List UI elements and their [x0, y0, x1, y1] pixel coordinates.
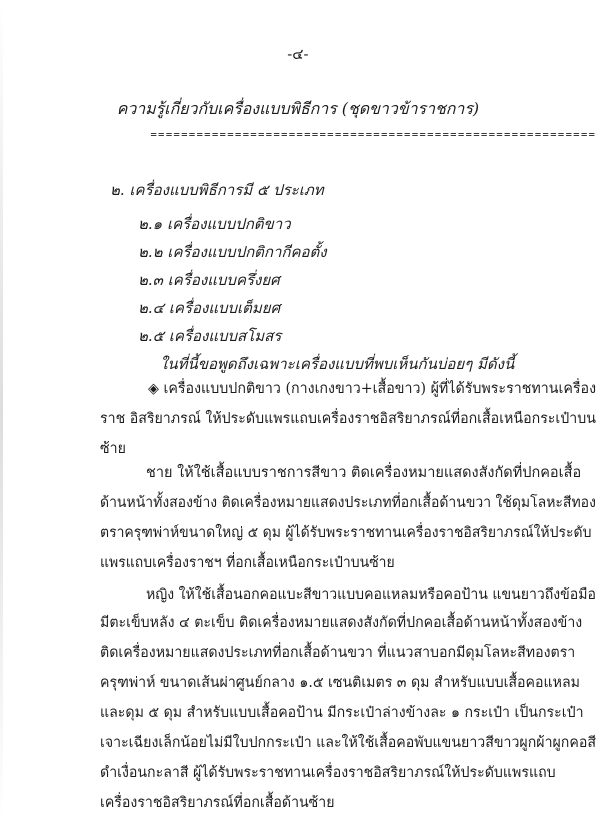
male-line: ด้านหน้าทั้งสองข้าง ติดเครื่องหมายแสดงประเภทที่อกเสื้อด้านขวา ใช้ดุมโลหะสีทอง [100, 495, 596, 511]
scan-edge [0, 0, 3, 825]
female-line: เครื่องราชอิสริยาภรณ์ที่อกเสื้อด้านซ้าย [100, 795, 335, 811]
page-title: ความรู้เกี่ยวกับเครื่องแบบพิธีการ (ชุดขาวข้าราชการ) [116, 99, 480, 118]
section-heading: ๒. เครื่องแบบพิธีการมี ๕ ประเภท [110, 181, 324, 199]
male-line: แพรแถบเครื่องราชฯ ที่อกเสื้อเหนือกระเป๋าบนซ้าย [100, 555, 395, 571]
list-item: ๒.๓ เครื่องแบบครึ่งยศ [138, 271, 280, 289]
list-item: ๒.๑ เครื่องแบบปกติขาว [138, 215, 291, 233]
intro-note: ในที่นี้ขอพูดถึงเฉพาะเครื่องแบบที่พบเห็นกันบ่อยๆ มีดังนี้ [160, 355, 515, 373]
female-line: ครุฑพ่าห์ ขนาดเส้นผ่าศูนย์กลาง ๑.๕ เซนติเมตร ๓ ดุม สำหรับแบบเสื้อคอแหลม [100, 675, 580, 691]
female-line: เจาะเฉียงเล็กน้อยไม่มีใบปกกระเป๋า และให้ใช้เสื้อคอพับแขนยาวสีขาวผูกผ้าผูกคอสี [100, 735, 596, 751]
title-underline: ========================================================== [150, 128, 596, 141]
female-line: หญิง ให้ใช้เสื้อนอกคอแบะสีขาวแบบคอแหลมหรือคอป้าน แขนยาวถึงข้อมือ [146, 587, 596, 603]
male-line: ตราครุฑพ่าห์ขนาดใหญ่ ๕ ดุม ผู้ได้รับพระราชทานเครื่องราชอิสริยาภรณ์ให้ประดับ [100, 525, 592, 541]
intro-paragraph-cont [100, 404, 596, 464]
female-line: มีตะเข็บหลัง ๔ ตะเข็บ ติดเครื่องหมายแสดงสังกัดที่ปกคอเสื้อด้านหน้าทั้งสองข้าง [100, 615, 583, 631]
intro-line: ◈ เครื่องแบบปกติขาว (กางเกงขาว+เสื้อขาว) ผู้ที่ได้รับพระราชทานเครื่อง [148, 381, 597, 397]
list-item: ๒.๒ เครื่องแบบปกติกากีคอตั้ง [138, 243, 327, 261]
page-number: -๔- [287, 45, 309, 63]
diamond-bullet-icon: ◈ [148, 381, 159, 397]
male-paragraph-cont [100, 488, 596, 578]
list-item: ๒.๔ เครื่องแบบเต็มยศ [138, 299, 281, 317]
female-line: และดุม ๕ ดุม สำหรับแบบเสื้อคอป้าน มีกระเป๋าล่างข้างละ ๑ กระเป๋า เป็นกระเป๋า [100, 705, 584, 721]
male-paragraph [146, 458, 581, 488]
intro-paragraph [148, 374, 596, 404]
intro-line: ซ้าย [100, 441, 126, 457]
female-paragraph-cont [100, 608, 596, 818]
female-paragraph [146, 580, 596, 610]
female-line: ดำเงื่อนกะลาสี ผู้ได้รับพระราชทานเครื่องราชอิสริยาภรณ์ให้ประดับแพรแถบ [100, 765, 556, 781]
intro-line: ราช อิสริยาภรณ์ ให้ประดับแพรแถบเครื่องราชอิสริยาภรณ์ที่อกเสื้อเหนือกระเป๋าบน [100, 411, 596, 427]
female-line: ติดเครื่องหมายแสดงประเภทที่อกเสื้อด้านขวา ที่แนวสาบอกมีดุมโลหะสีทองตรา [100, 645, 576, 661]
list-item: ๒.๕ เครื่องแบบสโมสร [138, 327, 282, 345]
male-line: ชาย ให้ใช้เสื้อแบบราชการสีขาว ติดเครื่องหมายแสดงสังกัดที่ปกคอเสื้อ [146, 465, 582, 481]
